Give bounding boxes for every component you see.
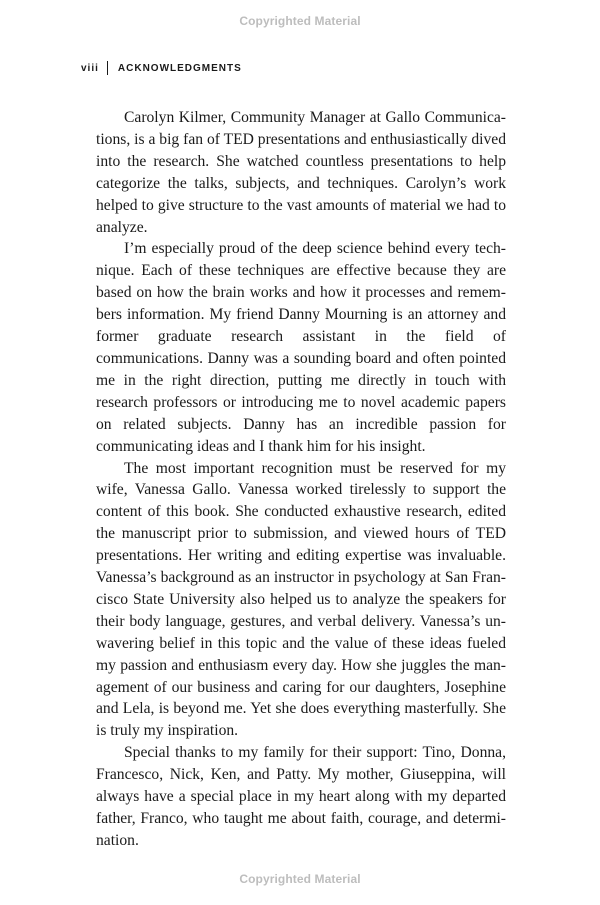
paragraph: The most important recognition must be reserved for my wife, Vanessa Gallo. Vanessa worked tirelessly to support the content of this book. She conducted exhaustive research, edited the manuscript prior to submission, and viewed hours of TED presentations. Her writing and editing expertise was invaluable. Vanessa’s background as an instructor in psychology at San Francisco State University also helped us to analyze the speakers for their body language, gestures, and verbal delivery. Vanessa’s unwavering belief in this topic and the value of these ideas fueled my passion and enthusiasm every day. How she juggles the management of our business and caring for our daughters, Josephine and Lela, is beyond me. Yet she does everything masterfully. She is truly my inspiration. <box>96 459 506 740</box>
header-divider <box>107 61 108 75</box>
section-title: ACKNOWLEDGMENTS <box>117 62 242 74</box>
copyright-watermark-bottom: Copyrighted Material <box>239 872 361 886</box>
paragraph: Carolyn Kilmer, Community Manager at Gallo Communications, is a big fan of TED presentations and enthusiastically dived into the research. She watched countless presentations to help categorize the talks, subjects, and techniques. Carolyn’s work helped to give structure to the vast amounts of material we had to analyze. <box>96 109 506 236</box>
page-body <box>96 107 506 852</box>
copyright-watermark-top: Copyrighted Material <box>239 14 361 28</box>
paragraph: I’m especially proud of the deep science behind every technique. Each of these techniques are effective because they are based on how the brain works and how it processes and remembers information. My friend Danny Mourning is an attorney and former graduate research assistant in the field of communications. Danny was a sounding board and often pointed me in the right direction, putting me directly in touch with research professors or introducing me to novel academic papers on related subjects. Danny has an incredible passion for communicating ideas and I thank him for his insight. <box>96 240 506 455</box>
page-number: viii <box>81 62 99 74</box>
paragraph: Special thanks to my family for their support: Tino, Donna, Francesco, Nick, Ken, and Patty. My mother, Giuseppina, will always have a special place in my heart along with my departed father, Franco, who taught me about faith, courage, and determination. <box>96 744 506 849</box>
running-head <box>81 60 242 76</box>
